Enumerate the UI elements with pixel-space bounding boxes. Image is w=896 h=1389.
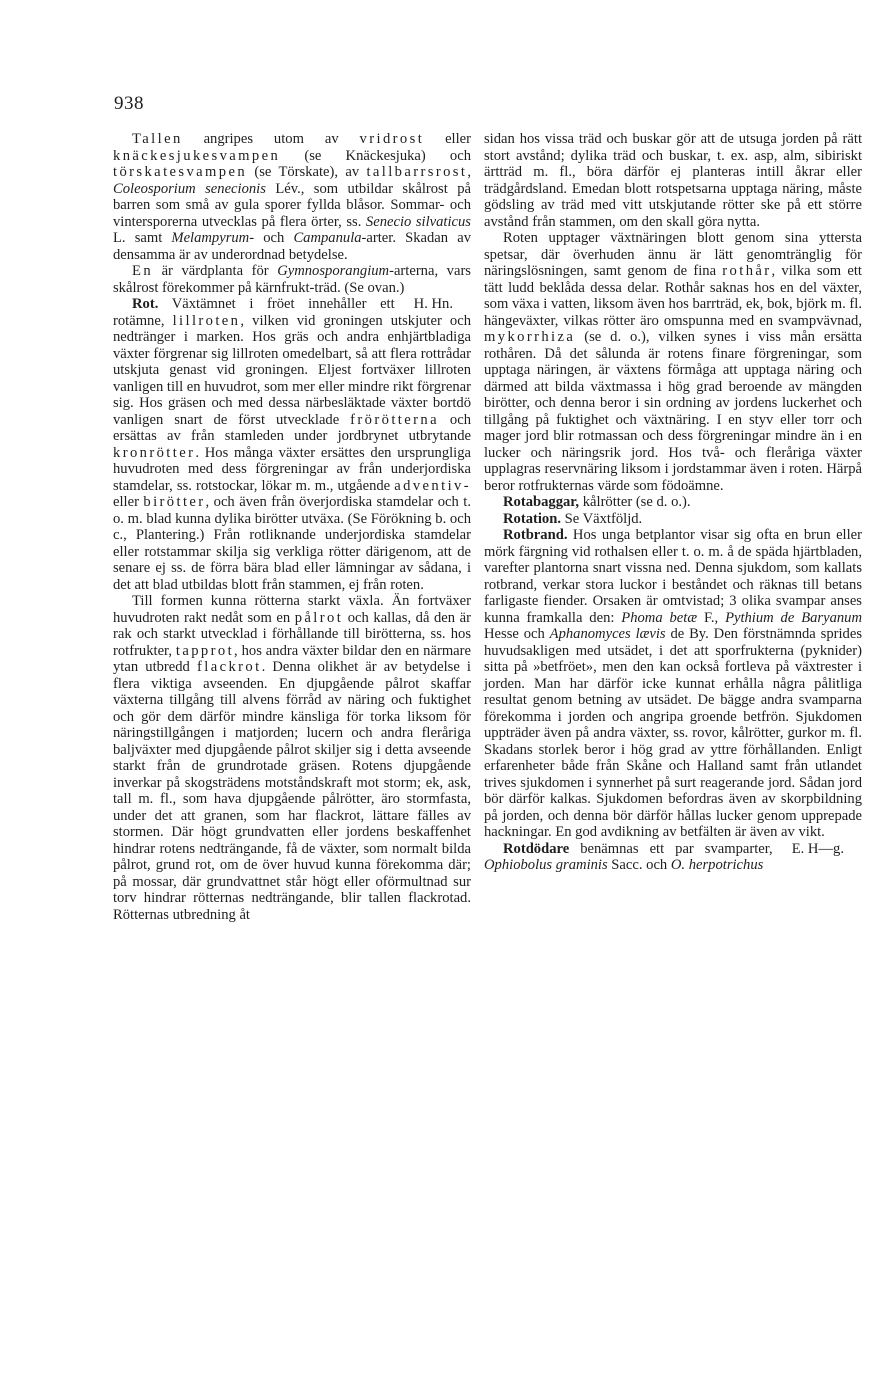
spaced-term: lillroten: [172, 312, 241, 329]
italic-term: Pythium de Baryanum: [725, 609, 862, 626]
spaced-term: tallbarrsrost: [366, 164, 468, 180]
spaced-term: Tallen: [132, 131, 183, 147]
spaced-term: birötter: [143, 494, 206, 510]
author-signature: H. Hn.: [413, 296, 453, 312]
text-run: benämnas ett par svamparter,: [569, 840, 773, 857]
paragraph: [484, 511, 862, 528]
spaced-term: adventiv-: [394, 477, 471, 494]
text-run: (se Knäckesjuka) och: [280, 147, 471, 164]
spaced-term: rothår: [722, 263, 772, 279]
text-run: sidan hos vissa träd och buskar gör att de utsuga jorden på rätt stort avstånd; dylika träd och buskar, t. ex. asp, alm, sibiriskt ärtträd m. fl., böra därför ej planteras intill åkrar eller trädgårdsland. Emedan blott rotspetsarna upptaga näring, måste gödsling av träd med vitt utskjutande rötter ske på ett större avstånd från stammen, om den skall göra nytta.: [484, 131, 862, 230]
spaced-term: törskatesvampen: [113, 164, 248, 180]
text-run: Växtämnet i fröet innehåller ett rotämne,: [113, 296, 395, 329]
headword: Rotbrand.: [503, 527, 568, 543]
text-run: eller: [113, 494, 144, 510]
italic-term: Gymnosporangium: [277, 263, 390, 279]
italic-term: Coleosporium senecionis: [113, 180, 266, 197]
left-column: [113, 131, 471, 923]
text-run: -arter. Skadan av densamma är av underordnad betydelse.: [113, 230, 471, 263]
text-run: angripes utom av: [182, 131, 360, 147]
paragraph: [484, 494, 862, 511]
text-run: kålrötter (se d. o.).: [579, 494, 691, 510]
italic-term: Senecio silvaticus: [365, 213, 471, 230]
text-run: Hos unga betplantor visar sig ofta en brun eller mörk färgning vid rothalsen eller t. o. m. å de späda hjärtbladen, varefter plantorna snart vissna ned. Denna sjukdom, som kallats rotbrand, verkar stora luckor i beståndet och räknas till betans farligaste fiender. Orsaken är omtvistad; 3 olika svampar anses kunna framkalla den:: [484, 527, 862, 626]
text-run: , hos andra växter bildar den en närmare ytan utbredd: [113, 642, 471, 675]
paragraph: [113, 296, 471, 593]
spaced-term: En: [132, 263, 154, 279]
headword: Rot.: [132, 296, 159, 312]
text-run: (se d. o.), vilken synes i viss mån ersätta rothåren. Då det sålunda är rotens finare förgreningar, som upptaga näringen, är växtens förmåga att upptaga näring och därmed att bilda växtmassa i hög grad beroende av mängden birötter, och denna beror i sin ordning av jordens luckerhet och tillgång på fuktighet och växtnäring. I en styv eller torr och mager jord blir rotmassan och dess förgreningar mindre än i en lucker och näringsrik jord. Hos två- och fleråriga växter upplagras reservnäring liksom i jordstammar även i roten. Härpå beror rotfrukternas värde som födoämne.: [484, 329, 862, 494]
text-run: och: [254, 230, 294, 246]
text-run: är värdplanta för: [153, 263, 278, 279]
paragraph: [484, 131, 862, 230]
spaced-term: vridrost: [359, 131, 425, 147]
paragraph: [113, 593, 471, 923]
headword: Rotabaggar,: [503, 494, 580, 510]
text-run: Se Växtföljd.: [560, 510, 643, 527]
author-signature: E. H—g.: [791, 840, 844, 857]
text-run: och kallas, då den är rak och starkt utvecklad i förhållande till birötterna, ss. hos rotfrukter,: [113, 609, 471, 659]
italic-term: Aphanomyces lævis: [549, 626, 666, 642]
italic-term: Ophiobolus graminis: [484, 857, 608, 873]
spaced-term: tapprot: [175, 642, 235, 659]
text-run: Sacc. och: [607, 857, 671, 873]
spaced-term: knäckesjukesvampen: [113, 147, 281, 164]
right-column: [484, 131, 862, 874]
paragraph: [484, 230, 862, 494]
spaced-term: kronrötter: [113, 444, 196, 461]
text-run: (se Törskate), av: [247, 164, 367, 180]
text-run: F.,: [697, 609, 726, 626]
paragraph: [113, 131, 471, 263]
italic-term: O. herpotrichus: [670, 857, 764, 873]
italic-term: Melampyrum-: [171, 230, 255, 246]
text-run: , vilken vid groningen utskjuter och nedtränger i marken. Hos gräs och andra enhjärtbladiga växter förgrenar sig lillroten omedelbart, så att flera rottrådar utskjuta genast vid groningen. Eljest fortväxer lillroten vanligen till en huvudrot, som mer eller mindre rikt förgrenar sig. Hos gräsen och med dessa närbesläktade växter bortdö vanligen snart de först utvecklade: [113, 312, 471, 428]
text-run: Lév., som utbildar skålrost på barren som små av gula sporer fyllda blåsor. Sommar- och vintersporerna utvecklas på flera örter, ss.: [113, 180, 471, 230]
text-run: Till formen kunna rötterna starkt växla. Än fortväxer huvudroten rakt nedåt som en: [113, 593, 471, 626]
text-run: och ersättas av från stamleden under jordbrynet utbrytande: [113, 411, 471, 444]
italic-term: Phoma betæ: [621, 609, 698, 626]
text-run: , och även från överjordiska stamdelar och t. o. m. blad kunna dylika birötter utväxa. (Se Förökning b. och c., Plantering.) Från rotliknande underjordiska stamdelar eller rotstammar skilja sig verkliga rötter därigenom, att de senare ej ss. de förra bära blad eller lämningar av sådana, i det att blad utbildas blott från stammen, ej från roten.: [113, 494, 471, 593]
text-run: ,: [467, 164, 471, 180]
headword: Rotation.: [503, 510, 561, 527]
text-run: . Denna olikhet är av betydelse i flera viktiga avseenden. En djupgående pålrot skaffar växterna tillgång till alvens förråd av näring och fuktighet och gör dem därför mindre känsliga för torka liksom för näringstillgången i matjorden; lucern och andra fleråriga baljväxter med djupgående pålrot skiljer sig i detta avseende starkt från de grundrotade gräsen. Rotens djupgående inverkar på skogsträdens motståndskraft mot storm; ek, ask, tall m. fl., som hava djupgående pålrötter, äro stormfasta, under det att granen, som har flackrot, lättare fälles av stormen. Där högt grundvatten eller jordens beskaffenhet hindrar rotens nedträngande, få de växter, som normalt bilda pålrot, grund rot, om de över huvud kunna förekomma där; på mossar, där grundvattnet står högt eller oförmultnad sur torv hindrar rötternas nedträngande, blir tallen flackrotad. Rötternas utbredning åt: [113, 659, 471, 923]
text-run: Roten upptager växtnäringen blott genom sina yttersta spetsar, där överhuden ännu är lätt genomtränglig för näringslösningen, samt genom de fina: [484, 230, 862, 279]
spaced-term: mykorrhiza: [484, 329, 576, 345]
text-run: . Hos många växter ersättes den ursprungliga huvudroten med dess förgreningar av från underjordiska stamdelar, ss. rotstockar, lökar m. m., utgående: [113, 444, 471, 494]
text-run: , vilka som ett tätt ludd beklåda dessa delar. Rothår saknas hos en del växter, som växa i vatten, liksom även hos barrträd, ek, bok, björk m. fl. hängeväxter, vilkas rötter äro omspunna med en svampvävnad,: [484, 263, 862, 329]
spaced-term: frörötterna: [350, 411, 439, 428]
spaced-term: pålrot: [294, 609, 344, 626]
headword: Rotdödare: [503, 840, 570, 857]
text-run: -arterna, vars skålrost förekommer på kärnfrukt-träd. (Se ovan.): [113, 263, 471, 296]
text-run: de By. Den förstnämnda sprides huvudsakligen med utsädet, i det att sporfrukterna (pyknider) sitta på »betfröet», men den kan också fortleva på växtrester i jorden. Man har därför icke kunnat erhålla några pålitliga resultat genom betning av utsädet. De bägge andra svamparna förekomma i jorden och angripa groende betfrön. Sjukdomen uppträder även på andra växter, ss. rovor, kålrötter, gurkor m. fl. Skadans storlek beror i hög grad av yttre förhållanden. Enligt erfarenheter både från Skåne och Halland samt från utlandet trives sjukdomen i synnerhet på surt reagerande jord. Sådan jord bör därför kalkas. Sjukdomen befordras även av skorpbildning på jorden, och denna bör därför hållas lucker genom upprepade hackningar. En god avdikning av betfälten är även av vikt.: [484, 626, 862, 840]
text-run: eller: [424, 131, 471, 147]
italic-term: Campanula: [293, 230, 362, 246]
text-run: Hesse och: [484, 626, 550, 642]
page-number: 938: [114, 93, 144, 114]
spaced-term: flackrot: [197, 659, 262, 675]
text-run: L. samt: [113, 230, 172, 246]
